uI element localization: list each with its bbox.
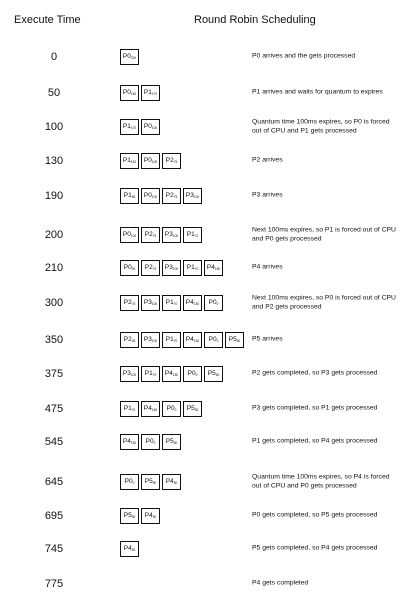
event-description: P0 gets completed, so P5 gets processed <box>252 511 378 519</box>
event-description: P5 gets completed, so P4 gets processed <box>252 544 378 552</box>
process-remaining: 0 <box>216 302 219 306</box>
ready-queue <box>120 49 139 65</box>
process-name: P0 <box>143 157 152 164</box>
process-name: P0 <box>145 438 154 445</box>
process-box <box>204 295 223 311</box>
ready-queue <box>120 227 202 243</box>
process-remaining: 50 <box>131 515 136 519</box>
process-remaining: 150 <box>193 302 200 306</box>
execute-time-value: 775 <box>44 578 64 590</box>
process-remaining: 170 <box>151 92 158 96</box>
process-remaining: 75 <box>131 302 136 306</box>
execute-time-value: 300 <box>44 297 64 309</box>
process-box <box>162 227 181 243</box>
process-box <box>120 474 139 490</box>
process-remaining: 0 <box>153 441 156 445</box>
schedule-row <box>0 534 400 564</box>
process-remaining: 0 <box>132 481 135 485</box>
execute-time-value: 50 <box>47 87 61 99</box>
process-box <box>141 366 160 382</box>
process-remaining: 75 <box>152 267 157 271</box>
diagram-title: Round Robin Scheduling <box>194 14 316 26</box>
process-remaining: 0 <box>195 373 198 377</box>
process-name: P3 <box>185 192 194 199</box>
event-description: P1 gets completed, so P4 gets processed <box>252 437 378 445</box>
process-box <box>204 366 223 382</box>
process-box <box>141 227 160 243</box>
ready-queue <box>120 260 223 276</box>
process-name: P0 <box>208 336 217 343</box>
process-name: P0 <box>208 299 217 306</box>
process-box <box>162 366 181 382</box>
process-box <box>141 332 160 348</box>
process-remaining: 50 <box>194 408 199 412</box>
process-name: P1 <box>123 405 132 412</box>
process-name: P4 <box>206 264 215 271</box>
process-remaining: 100 <box>151 126 158 130</box>
process-box <box>183 227 202 243</box>
process-name: P4 <box>185 336 194 343</box>
schedule-row <box>0 501 400 531</box>
process-remaining: 100 <box>151 160 158 164</box>
ready-queue <box>120 295 223 311</box>
schedule-row <box>0 42 400 72</box>
process-remaining: 80 <box>131 195 136 199</box>
process-box <box>183 260 202 276</box>
process-remaining: 150 <box>130 441 137 445</box>
process-box <box>162 401 181 417</box>
event-description: Next 100ms expires, so P0 is forced out of CPU and P2 gets processed <box>252 294 396 310</box>
process-remaining: 150 <box>214 267 221 271</box>
process-box <box>120 366 139 382</box>
execute-time-value: 375 <box>44 368 64 380</box>
process-name: P0 <box>123 264 132 271</box>
schedule-row <box>0 394 400 424</box>
process-name: P0 <box>122 89 131 96</box>
event-description: P1 arrives and waits for quantum to expires <box>252 88 383 96</box>
ready-queue <box>120 434 181 450</box>
event-description: P2 arrives <box>252 156 283 164</box>
process-name: P1 <box>143 89 152 96</box>
process-name: P2 <box>165 192 174 199</box>
process-box <box>120 541 139 557</box>
schedule-row <box>0 78 400 108</box>
process-name: P1 <box>144 370 153 377</box>
schedule-row <box>0 220 400 250</box>
schedule-row <box>0 467 400 497</box>
process-name: P2 <box>144 231 153 238</box>
process-box <box>141 474 160 490</box>
process-box <box>162 434 181 450</box>
process-box <box>120 295 139 311</box>
execute-time-header: Execute Time <box>14 14 81 26</box>
process-name: P4 <box>122 438 131 445</box>
process-name: P5 <box>123 512 132 519</box>
execute-time-value: 0 <box>50 51 58 63</box>
process-remaining: 70 <box>194 234 199 238</box>
process-box <box>204 332 223 348</box>
ready-queue <box>120 401 202 417</box>
process-name: P4 <box>165 478 174 485</box>
process-box <box>120 49 139 65</box>
execute-time-value: 200 <box>44 229 64 241</box>
schedule-row <box>0 427 400 457</box>
process-remaining: 50 <box>236 339 241 343</box>
process-remaining: 70 <box>173 339 178 343</box>
event-description: P5 arrives <box>252 335 283 343</box>
ready-queue <box>120 474 181 490</box>
process-box <box>120 508 139 524</box>
process-box <box>120 260 139 276</box>
process-remaining: 90 <box>131 267 136 271</box>
process-remaining: 100 <box>172 267 179 271</box>
process-box <box>120 434 139 450</box>
process-remaining: 50 <box>215 373 220 377</box>
process-box <box>141 434 160 450</box>
execute-time-value: 100 <box>44 121 64 133</box>
process-name: P1 <box>165 299 174 306</box>
process-remaining: 50 <box>152 515 157 519</box>
process-name: P0 <box>122 53 131 60</box>
process-name: P2 <box>165 157 174 164</box>
execute-time-value: 645 <box>44 476 64 488</box>
event-description: P4 gets completed <box>252 579 309 587</box>
process-box <box>183 332 202 348</box>
process-name: P1 <box>186 231 195 238</box>
process-remaining: 100 <box>130 234 137 238</box>
ready-queue <box>120 508 160 524</box>
process-remaining: 170 <box>130 126 137 130</box>
process-box <box>141 85 160 101</box>
execute-time-value: 695 <box>44 510 64 522</box>
process-box <box>204 260 223 276</box>
process-remaining: 0 <box>174 408 177 412</box>
ready-queue <box>120 119 160 135</box>
process-name: P5 <box>207 370 216 377</box>
process-remaining: 70 <box>131 408 136 412</box>
process-name: P5 <box>144 478 153 485</box>
process-name: P1 <box>186 264 195 271</box>
event-description: P2 gets completed, so P3 gets processed <box>252 369 378 377</box>
process-box <box>162 332 181 348</box>
process-name: P4 <box>143 405 152 412</box>
process-box <box>183 401 202 417</box>
process-name: P0 <box>187 370 196 377</box>
process-remaining: 70 <box>152 373 157 377</box>
process-remaining: 50 <box>173 481 178 485</box>
ready-queue <box>120 541 139 557</box>
process-name: P1 <box>165 336 174 343</box>
ready-queue <box>120 188 202 204</box>
process-name: P3 <box>164 231 173 238</box>
process-box <box>120 401 139 417</box>
schedule-row <box>0 146 400 176</box>
process-remaining: 50 <box>131 548 136 552</box>
schedule-row <box>0 359 400 389</box>
execute-time-value: 210 <box>44 262 64 274</box>
process-box <box>141 401 160 417</box>
process-remaining: 150 <box>130 92 137 96</box>
process-name: P4 <box>144 512 153 519</box>
execute-time-value: 745 <box>44 543 64 555</box>
process-name: P5 <box>228 336 237 343</box>
event-description: Quantum time 100ms expires, so P0 is forced out of CPU and P1 gets processed <box>252 118 390 134</box>
process-name: P5 <box>165 438 174 445</box>
process-remaining: 100 <box>130 373 137 377</box>
process-remaining: 150 <box>193 339 200 343</box>
process-name: P0 <box>124 478 133 485</box>
schedule-row <box>0 569 400 599</box>
process-name: P3 <box>122 370 131 377</box>
process-box <box>162 295 181 311</box>
execute-time-value: 130 <box>44 155 64 167</box>
process-name: P1 <box>122 123 131 130</box>
execute-time-value: 475 <box>44 403 64 415</box>
process-box <box>120 227 139 243</box>
event-description: P0 arrives and the gets processed <box>252 52 356 60</box>
schedule-row <box>0 181 400 211</box>
schedule-row <box>0 253 400 283</box>
process-box <box>183 366 202 382</box>
process-name: P0 <box>143 192 152 199</box>
process-box <box>141 295 160 311</box>
process-name: P2 <box>123 299 132 306</box>
process-box <box>141 508 160 524</box>
process-name: P4 <box>185 299 194 306</box>
process-remaining: 75 <box>152 234 157 238</box>
process-box <box>162 153 181 169</box>
process-remaining: 100 <box>151 195 158 199</box>
process-remaining: 0 <box>216 339 219 343</box>
process-box <box>120 119 139 135</box>
event-description: P3 arrives <box>252 191 283 199</box>
process-name: P2 <box>123 336 132 343</box>
process-name: P5 <box>186 405 195 412</box>
schedule-row <box>0 112 400 142</box>
process-remaining: 100 <box>172 234 179 238</box>
process-remaining: 100 <box>151 302 158 306</box>
process-box <box>120 85 139 101</box>
process-name: P1 <box>123 192 132 199</box>
process-name: P1 <box>122 157 131 164</box>
event-description: Quantum time 100ms expires, so P4 is forced out of CPU and P0 gets processed <box>252 473 390 489</box>
event-description: P3 gets completed, so P1 gets processed <box>252 404 378 412</box>
execute-time-value: 545 <box>44 436 64 448</box>
process-name: P4 <box>123 545 132 552</box>
process-remaining: 50 <box>173 441 178 445</box>
process-remaining: 70 <box>194 267 199 271</box>
process-remaining: 200 <box>130 56 137 60</box>
ready-queue <box>120 332 244 348</box>
process-remaining: 70 <box>173 302 178 306</box>
process-name: P2 <box>144 264 153 271</box>
execute-time-value: 350 <box>44 334 64 346</box>
process-name: P3 <box>143 299 152 306</box>
process-remaining: 50 <box>152 481 157 485</box>
ready-queue <box>120 153 181 169</box>
ready-queue <box>120 366 223 382</box>
process-box <box>162 474 181 490</box>
process-remaining: 150 <box>151 408 158 412</box>
process-box <box>225 332 244 348</box>
process-remaining: 100 <box>151 339 158 343</box>
process-box <box>162 260 181 276</box>
process-box <box>120 153 139 169</box>
process-remaining: 75 <box>173 160 178 164</box>
event-description: P4 arrives <box>252 263 283 271</box>
process-name: P0 <box>143 123 152 130</box>
process-box <box>120 332 139 348</box>
process-box <box>183 295 202 311</box>
process-box <box>141 119 160 135</box>
process-remaining: 75 <box>173 195 178 199</box>
process-remaining: 150 <box>172 373 179 377</box>
process-remaining: 25 <box>131 339 136 343</box>
process-name: P4 <box>164 370 173 377</box>
schedule-row <box>0 288 400 318</box>
process-remaining: 140 <box>130 160 137 164</box>
process-remaining: 100 <box>193 195 200 199</box>
process-name: P0 <box>166 405 175 412</box>
process-box <box>141 188 160 204</box>
execute-time-value: 190 <box>44 190 64 202</box>
schedule-row <box>0 325 400 355</box>
process-name: P0 <box>122 231 131 238</box>
process-box <box>162 188 181 204</box>
process-box <box>183 188 202 204</box>
event-description: Next 100ms expires, so P1 is forced out of CPU and P0 gets processed <box>252 226 396 242</box>
process-box <box>141 153 160 169</box>
process-name: P3 <box>143 336 152 343</box>
process-box <box>120 188 139 204</box>
process-box <box>141 260 160 276</box>
ready-queue <box>120 85 160 101</box>
process-name: P3 <box>164 264 173 271</box>
